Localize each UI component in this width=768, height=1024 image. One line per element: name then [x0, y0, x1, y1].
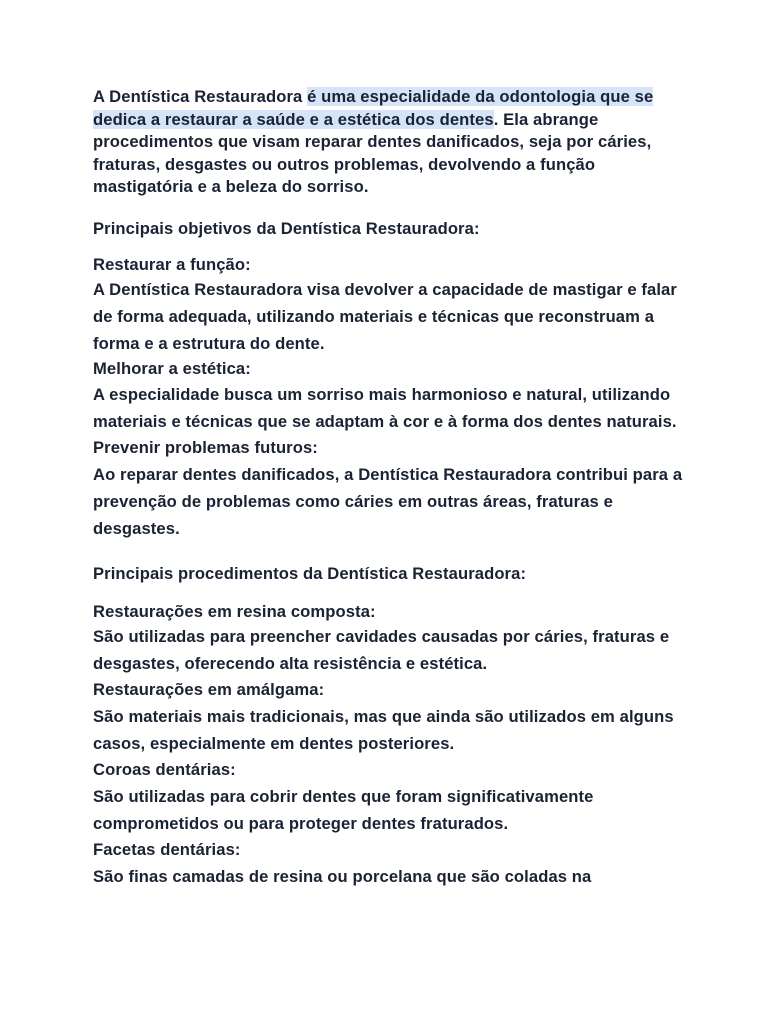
- procedure-text: São materiais mais tradicionais, mas que ainda são utilizados em alguns casos, especialmente em dentes posteriores.: [93, 706, 674, 753]
- procedure-title: Restaurações em amálgama:: [93, 679, 325, 699]
- procedures-list: [93, 601, 683, 890]
- intro-text-start: A Dentística Restauradora: [93, 87, 308, 106]
- objective-text: A especialidade busca um sorriso mais harmonioso e natural, utilizando materiais e técnicas que se adaptam à cor e à forma dos dentes naturais.: [93, 384, 677, 431]
- highlighted-text[interactable]: é uma especialidade da odontologia que se dedica a restaurar a saúde e a estética dos dentes: [93, 87, 654, 129]
- document-page: [93, 86, 683, 890]
- procedure-title: Coroas dentárias:: [93, 759, 236, 779]
- procedure-text: São finas camadas de resina ou porcelana que são coladas na: [93, 866, 592, 886]
- procedures-heading: Principais procedimentos da Dentística Restauradora:: [93, 563, 527, 583]
- procedure-text: São utilizadas para cobrir dentes que foram significativamente comprometidos ou para proteger dentes fraturados.: [93, 786, 594, 833]
- objective-title: Melhorar a estética:: [93, 358, 251, 378]
- objective-title: Prevenir problemas futuros:: [93, 437, 318, 457]
- procedure-title: Facetas dentárias:: [93, 839, 241, 859]
- procedure-text: São utilizadas para preencher cavidades causadas por cáries, fraturas e desgastes, oferecendo alta resistência e estética.: [93, 626, 670, 673]
- objectives-heading: Principais objetivos da Dentística Restauradora:: [93, 218, 480, 238]
- objective-title: Restaurar a função:: [93, 254, 251, 274]
- intro-text-end: . Ela abrange procedimentos que visam reparar dentes danificados, seja por cáries, fraturas, desgastes ou outros problemas, devolvendo a função mastigatória e a beleza do sorriso.: [93, 109, 652, 196]
- intro-paragraph: [93, 86, 683, 199]
- objective-text: Ao reparar dentes danificados, a Dentística Restauradora contribui para a prevenção de problemas como cáries em outras áreas, fraturas e desgastes.: [93, 464, 683, 538]
- objective-text: A Dentística Restauradora visa devolver a capacidade de mastigar e falar de forma adequada, utilizando materiais e técnicas que reconstruam a forma e a estrutura do dente.: [93, 279, 677, 353]
- objectives-list: [93, 254, 683, 542]
- procedure-title: Restaurações em resina composta:: [93, 601, 376, 621]
